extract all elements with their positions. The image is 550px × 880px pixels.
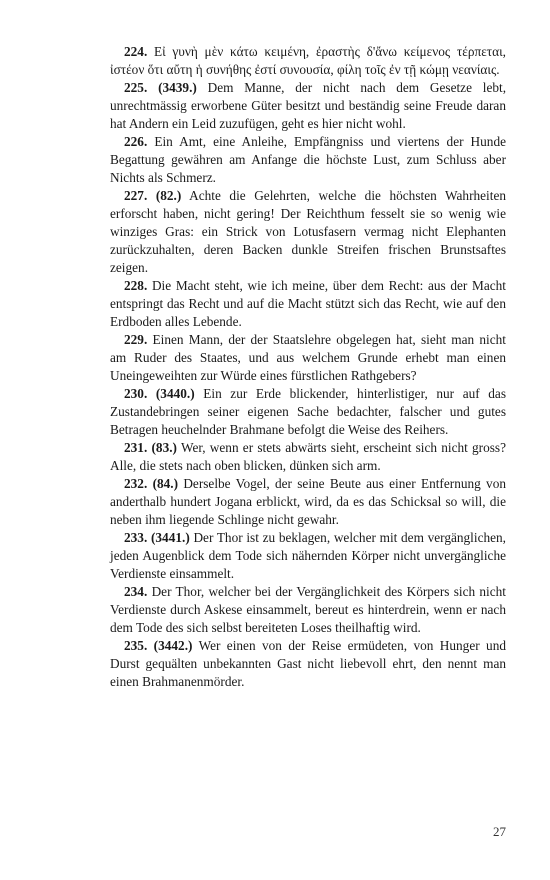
entry-227 — [110, 187, 506, 277]
entry-text: Achte die Gelehrten, welche die höchsten Wahrheiten erforscht haben, nicht gering! Der Reichthum fesselt sie so wenig wie winziges Gras: ein Strick von Lotusfasern vermag nicht Elephanten zurückzuhalten, deren Backen dunkle Streifen frischen Brunstsaftes zeigen. — [110, 188, 506, 275]
entry-reference: (84.) — [152, 476, 179, 491]
entry-reference: (3441.) — [150, 530, 190, 545]
entry-225 — [110, 79, 506, 133]
page-number: 27 — [493, 824, 506, 839]
entry-231 — [110, 439, 506, 475]
entry-text: Dem Manne, der nicht nach dem Gesetze lebt, unrechtmässig erworbene Güter besitzt und beständig seine Freude daran hat Andern ein Leid zuzufügen, geht es hier nicht wohl. — [110, 80, 507, 131]
entry-number: 234. — [124, 584, 148, 599]
entry-224 — [110, 43, 506, 79]
entry-reference: (82.) — [155, 188, 182, 203]
entry-number: 233. — [124, 530, 148, 545]
entry-text: Ein Amt, eine Anleihe, Empfängniss und viertens der Hunde Begattung gewähren am Anfange die höchste Lust, zum Schluss aber Nichts als Schmerz. — [110, 134, 507, 185]
entry-234 — [110, 583, 506, 637]
entry-text: Εἰ γυνὴ μὲν κάτω κειμένη, ἐραστὴς δ'ἄνω κείμενος τέρπεται, ἰστέον ὅτι αὔτη ἡ συνήθης ἐστί συνουσία, φίλη τοῖς ἐν τῇ κώμῃ νεανίαις. — [110, 44, 506, 77]
entry-235 — [110, 637, 506, 691]
entry-text: Derselbe Vogel, der seine Beute aus einer Entfernung von anderthalb hundert Jogana erblickt, wird, da es das Schicksal so will, die neben ihm liegende Schlinge nicht gewahr. — [110, 476, 507, 527]
entry-228 — [110, 277, 506, 331]
entry-number: 228. — [124, 278, 148, 293]
entry-number: 230. — [124, 386, 148, 401]
entry-text: Der Thor ist zu beklagen, welcher mit dem vergänglichen, jeden Augenblick dem Tode sich nähernden Körper nicht unvergängliche Verdienste einsammelt. — [110, 530, 506, 581]
entry-text: Wer einen von der Reise ermüdeten, von Hunger und Durst gequälten unbekannten Gast nicht liebevoll ehrt, den nennt man einen Brahmanenmörder. — [110, 638, 506, 689]
entry-226 — [110, 133, 506, 187]
entry-number: 231. — [124, 440, 148, 455]
entry-reference: (3439.) — [158, 80, 197, 95]
entry-reference: (3442.) — [153, 638, 193, 653]
entry-text: Einen Mann, der der Staatslehre obgelegen hat, sieht man nicht am Ruder des Staates, und aus welchem Grunde erhebt man einen Uneingeweihten zur Würde eines fürstlichen Rathgebers? — [110, 332, 506, 383]
entry-number: 232. — [124, 476, 148, 491]
entry-text: Die Macht steht, wie ich meine, über dem Recht: aus der Macht entspringt das Recht und auf die Macht stützt sich das Recht, wie auf den Erdboden alles Lebende. — [110, 278, 506, 329]
entry-number: 224. — [124, 44, 148, 59]
entry-233 — [110, 529, 506, 583]
entry-number: 226. — [124, 134, 148, 149]
entry-number: 235. — [124, 638, 148, 653]
entry-number: 227. — [124, 188, 148, 203]
entry-text: Der Thor, welcher bei der Vergänglichkeit des Körpers sich nicht Verdienste durch Askese einsammelt, bereut es hinterdrein, wenn er nach dem Tode des sich selbst bereiteten Loses theilhaftig wird. — [110, 584, 506, 635]
entry-229 — [110, 331, 506, 385]
entry-230 — [110, 385, 506, 439]
text-block — [110, 43, 506, 691]
entry-text: Wer, wenn er stets abwärts sieht, erscheint sich nicht gross? Alle, die stets nach oben blicken, dünken sich arm. — [110, 440, 507, 473]
entry-number: 225. — [124, 80, 148, 95]
entry-232 — [110, 475, 506, 529]
entry-reference: (3440.) — [155, 386, 195, 401]
entry-reference: (83.) — [151, 440, 177, 455]
entry-number: 229. — [124, 332, 148, 347]
entry-text: Ein zur Erde blickender, hinterlistiger, nur auf das Zustandebringen seiner eigenen Sache bedachter, falscher und gutes Betragen heuchelnder Brahmane befolgt die Weise des Reihers. — [110, 386, 506, 437]
